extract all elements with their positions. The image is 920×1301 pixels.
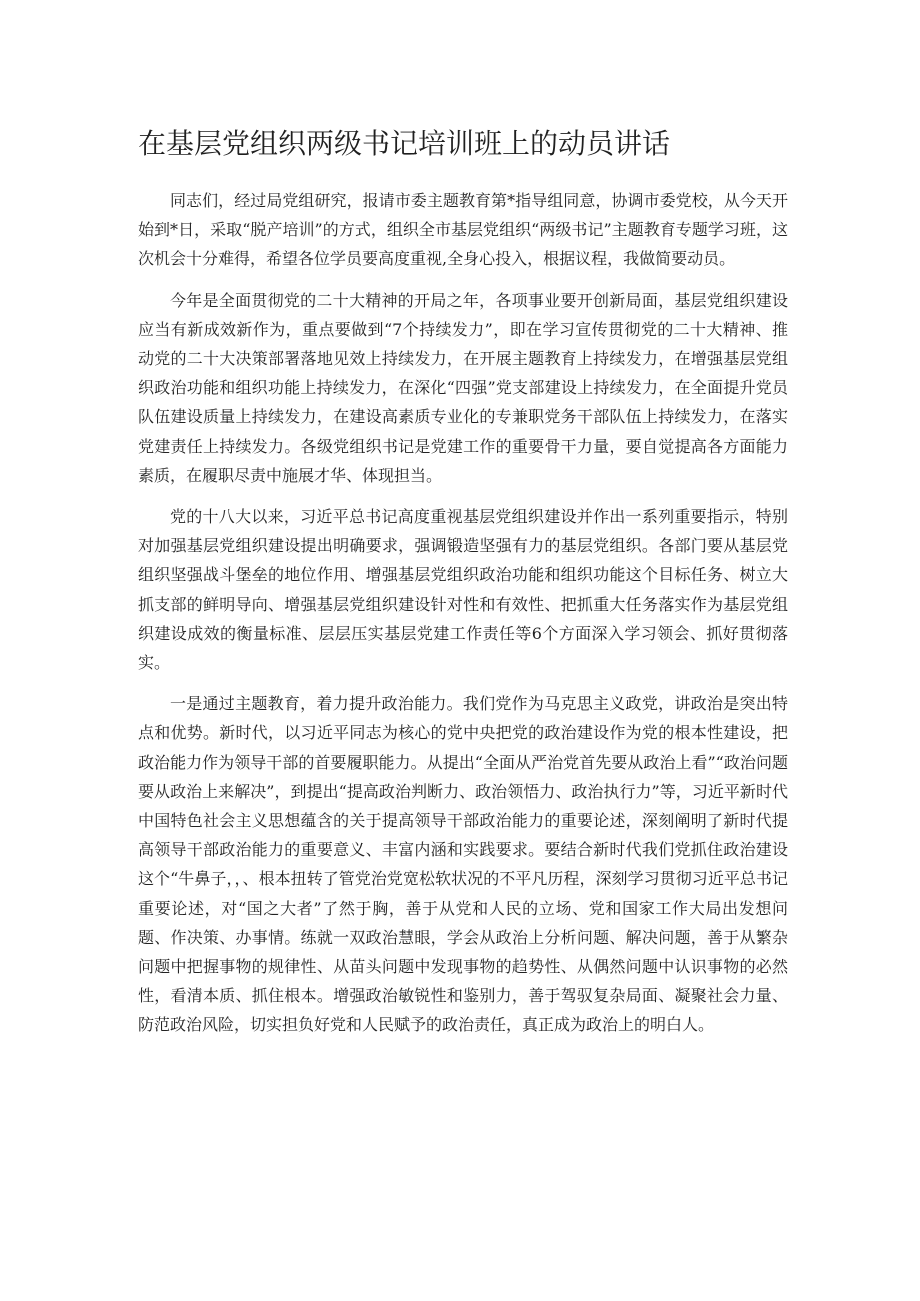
document-title: 在基层党组织两级书记培训班上的动员讲话 xyxy=(138,127,671,160)
paragraph-opening: 同志们，经过局党组研究，报请市委主题教育第*指导组同意，协调市委党校，从今天开始到*日，采取“脱产培训”的方式，组织全市基层党组织“两级书记”主题教育专题学习班，这次机会十分难得，希望各位学员要高度重视,全身心投入，根据议程，我做简要动员。 xyxy=(138,191,788,269)
paragraph-political-capability: 一是通过主题教育，着力提升政治能力。我们党作为马克思主义政党，讲政治是突出特点和优势。新时代，以习近平同志为核心的党中央把党的政治建设作为党的根本性建设，把政治能力作为领导干部的首要履职能力。从提出“全面从严治党首先要从政治上看”“政治问题要从政治上来解决”，到提出“提高政治判断力、政治领悟力、政治执行力”等，习近平新时代中国特色社会主义思想蕴含的关于提高领导干部政治能力的重要论述，深刻阐明了新时代提高领导干部政治能力的重要意义、丰富内涵和实践要求。要结合新时代我们党抓住政治建设这个“牛鼻子，，、根本扭转了管党治党宽松软状况的不平凡历程，深刻学习贯彻习近平总书记重要论述，对“国之大者”了然于胸，善于从党和人民的立场、党和国家工作大局出发想问题、作决策、办事情。练就一双政治慧眼，学会从政治上分析问题、解决问题，善于从繁杂问题中把握事物的规律性、从苗头问题中发现事物的趋势性、从偶然问题中认识事物的必然性，看清本质、抓住根本。增强政治敏锐性和鉴别力，善于驾驭复杂局面、凝聚社会力量、防范政治风险，切实担负好党和人民赋予的政治责任，真正成为政治上的明白人。 xyxy=(138,694,788,1035)
paragraph-eighteenth-congress: 党的十八大以来，习近平总书记高度重视基层党组织建设并作出一系列重要指示，特别对加强基层党组织建设提出明确要求，强调锻造坚强有力的基层党组织。各部门要从基层党组织坚强战斗堡垒的地位作用、增强基层党组织政治功能和组织功能这个目标任务、树立大抓支部的鲜明导向、增强基层党组织建设针对性和有效性、把抓重大任务落实作为基层党组织建设成效的衡量标准、层层压实基层党建工作责任等6个方面深入学习领会、抓好贯彻落实。 xyxy=(138,507,788,673)
document-body xyxy=(138,186,788,1052)
paragraph-seven-efforts: 今年是全面贯彻党的二十大精神的开局之年，各项事业要开创新局面，基层党组织建设应当有新成效新作为，重点要做到“7个持续发力”，即在学习宣传贯彻党的二十大精神、推动党的二十大决策部署落地见效上持续发力，在开展主题教育上持续发力，在增强基层党组织政治功能和组织功能上持续发力，在深化“四强”党支部建设上持续发力，在全面提升党员队伍建设质量上持续发力，在建设高素质专业化的专兼职党务干部队伍上持续发力，在落实党建责任上持续发力。各级党组织书记是党建工作的重要骨干力量，要自觉提高各方面能力素质，在履职尽责中施展才华、体现担当。 xyxy=(138,290,788,485)
